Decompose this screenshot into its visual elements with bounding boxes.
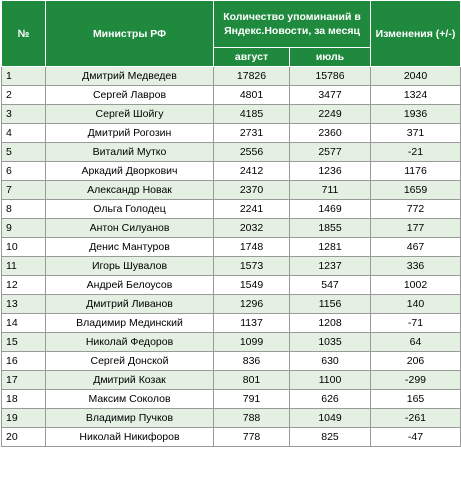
rank-cell: 6 xyxy=(2,162,46,181)
column-header-minister: Министры РФ xyxy=(46,1,214,67)
august-mentions-cell: 778 xyxy=(214,428,290,447)
july-mentions-cell: 547 xyxy=(290,276,371,295)
august-mentions-cell: 788 xyxy=(214,409,290,428)
minister-name-cell: Дмитрий Медведев xyxy=(46,67,214,86)
change-cell: 1936 xyxy=(371,105,461,124)
table-row xyxy=(2,67,461,86)
july-mentions-cell: 2577 xyxy=(290,143,371,162)
table-row xyxy=(2,295,461,314)
table-row xyxy=(2,181,461,200)
table-row xyxy=(2,219,461,238)
minister-name-cell: Сергей Лавров xyxy=(46,86,214,105)
minister-name-cell: Сергей Шойгу xyxy=(46,105,214,124)
change-cell: 371 xyxy=(371,124,461,143)
july-mentions-cell: 2249 xyxy=(290,105,371,124)
rank-cell: 8 xyxy=(2,200,46,219)
change-cell: 772 xyxy=(371,200,461,219)
minister-name-cell: Владимир Мединский xyxy=(46,314,214,333)
rank-cell: 17 xyxy=(2,371,46,390)
july-mentions-cell: 1035 xyxy=(290,333,371,352)
july-mentions-cell: 1049 xyxy=(290,409,371,428)
table-row xyxy=(2,276,461,295)
column-header-mentions: Количество упоминаний в Яндекс.Новости, за месяц xyxy=(214,1,371,48)
change-cell: 2040 xyxy=(371,67,461,86)
august-mentions-cell: 791 xyxy=(214,390,290,409)
change-cell: -299 xyxy=(371,371,461,390)
july-mentions-cell: 15786 xyxy=(290,67,371,86)
change-cell: 1002 xyxy=(371,276,461,295)
table-row xyxy=(2,390,461,409)
change-cell: -47 xyxy=(371,428,461,447)
table-row xyxy=(2,124,461,143)
rank-cell: 3 xyxy=(2,105,46,124)
rank-cell: 20 xyxy=(2,428,46,447)
august-mentions-cell: 2032 xyxy=(214,219,290,238)
july-mentions-cell: 1100 xyxy=(290,371,371,390)
change-cell: 64 xyxy=(371,333,461,352)
column-header-july: июль xyxy=(290,48,371,67)
august-mentions-cell: 1296 xyxy=(214,295,290,314)
july-mentions-cell: 3477 xyxy=(290,86,371,105)
table-body xyxy=(2,67,461,447)
rank-cell: 13 xyxy=(2,295,46,314)
change-cell: 1176 xyxy=(371,162,461,181)
minister-name-cell: Игорь Шувалов xyxy=(46,257,214,276)
table-row xyxy=(2,333,461,352)
table-row xyxy=(2,409,461,428)
change-cell: 165 xyxy=(371,390,461,409)
july-mentions-cell: 1237 xyxy=(290,257,371,276)
ministers-mentions-table xyxy=(1,0,461,447)
august-mentions-cell: 4185 xyxy=(214,105,290,124)
minister-name-cell: Антон Силуанов xyxy=(46,219,214,238)
minister-name-cell: Андрей Белоусов xyxy=(46,276,214,295)
minister-name-cell: Владимир Пучков xyxy=(46,409,214,428)
august-mentions-cell: 836 xyxy=(214,352,290,371)
july-mentions-cell: 825 xyxy=(290,428,371,447)
july-mentions-cell: 1208 xyxy=(290,314,371,333)
minister-name-cell: Николай Никифоров xyxy=(46,428,214,447)
august-mentions-cell: 1573 xyxy=(214,257,290,276)
change-cell: 177 xyxy=(371,219,461,238)
august-mentions-cell: 2731 xyxy=(214,124,290,143)
table-row xyxy=(2,143,461,162)
august-mentions-cell: 2556 xyxy=(214,143,290,162)
column-header-august: август xyxy=(214,48,290,67)
change-cell: 1659 xyxy=(371,181,461,200)
change-cell: -21 xyxy=(371,143,461,162)
august-mentions-cell: 1137 xyxy=(214,314,290,333)
july-mentions-cell: 1469 xyxy=(290,200,371,219)
rank-cell: 12 xyxy=(2,276,46,295)
change-cell: 1324 xyxy=(371,86,461,105)
july-mentions-cell: 626 xyxy=(290,390,371,409)
rank-cell: 1 xyxy=(2,67,46,86)
july-mentions-cell: 1156 xyxy=(290,295,371,314)
august-mentions-cell: 2412 xyxy=(214,162,290,181)
table-row xyxy=(2,86,461,105)
change-cell: -71 xyxy=(371,314,461,333)
rank-cell: 14 xyxy=(2,314,46,333)
minister-name-cell: Дмитрий Козак xyxy=(46,371,214,390)
rank-cell: 11 xyxy=(2,257,46,276)
august-mentions-cell: 801 xyxy=(214,371,290,390)
change-cell: 336 xyxy=(371,257,461,276)
minister-name-cell: Дмитрий Ливанов xyxy=(46,295,214,314)
july-mentions-cell: 1236 xyxy=(290,162,371,181)
august-mentions-cell: 2370 xyxy=(214,181,290,200)
rank-cell: 9 xyxy=(2,219,46,238)
minister-name-cell: Денис Мантуров xyxy=(46,238,214,257)
august-mentions-cell: 1748 xyxy=(214,238,290,257)
table-row xyxy=(2,162,461,181)
rank-cell: 10 xyxy=(2,238,46,257)
minister-name-cell: Сергей Донской xyxy=(46,352,214,371)
table-row xyxy=(2,314,461,333)
july-mentions-cell: 2360 xyxy=(290,124,371,143)
minister-name-cell: Ольга Голодец xyxy=(46,200,214,219)
rank-cell: 5 xyxy=(2,143,46,162)
july-mentions-cell: 1281 xyxy=(290,238,371,257)
change-cell: 467 xyxy=(371,238,461,257)
rank-cell: 15 xyxy=(2,333,46,352)
rank-cell: 19 xyxy=(2,409,46,428)
table-row xyxy=(2,352,461,371)
rank-cell: 4 xyxy=(2,124,46,143)
table-row xyxy=(2,428,461,447)
column-header-change: Изменения (+/-) xyxy=(371,1,461,67)
august-mentions-cell: 2241 xyxy=(214,200,290,219)
minister-name-cell: Максим Соколов xyxy=(46,390,214,409)
table-row xyxy=(2,200,461,219)
minister-name-cell: Николай Федоров xyxy=(46,333,214,352)
minister-name-cell: Дмитрий Рогозин xyxy=(46,124,214,143)
july-mentions-cell: 630 xyxy=(290,352,371,371)
change-cell: 206 xyxy=(371,352,461,371)
august-mentions-cell: 1099 xyxy=(214,333,290,352)
august-mentions-cell: 1549 xyxy=(214,276,290,295)
table-row xyxy=(2,238,461,257)
july-mentions-cell: 711 xyxy=(290,181,371,200)
minister-name-cell: Виталий Мутко xyxy=(46,143,214,162)
table-row xyxy=(2,105,461,124)
column-header-number: № xyxy=(2,1,46,67)
rank-cell: 7 xyxy=(2,181,46,200)
table-row xyxy=(2,371,461,390)
rank-cell: 18 xyxy=(2,390,46,409)
august-mentions-cell: 4801 xyxy=(214,86,290,105)
rank-cell: 16 xyxy=(2,352,46,371)
rank-cell: 2 xyxy=(2,86,46,105)
minister-name-cell: Александр Новак xyxy=(46,181,214,200)
table-row xyxy=(2,257,461,276)
change-cell: 140 xyxy=(371,295,461,314)
minister-name-cell: Аркадий Дворкович xyxy=(46,162,214,181)
july-mentions-cell: 1855 xyxy=(290,219,371,238)
august-mentions-cell: 17826 xyxy=(214,67,290,86)
change-cell: -261 xyxy=(371,409,461,428)
